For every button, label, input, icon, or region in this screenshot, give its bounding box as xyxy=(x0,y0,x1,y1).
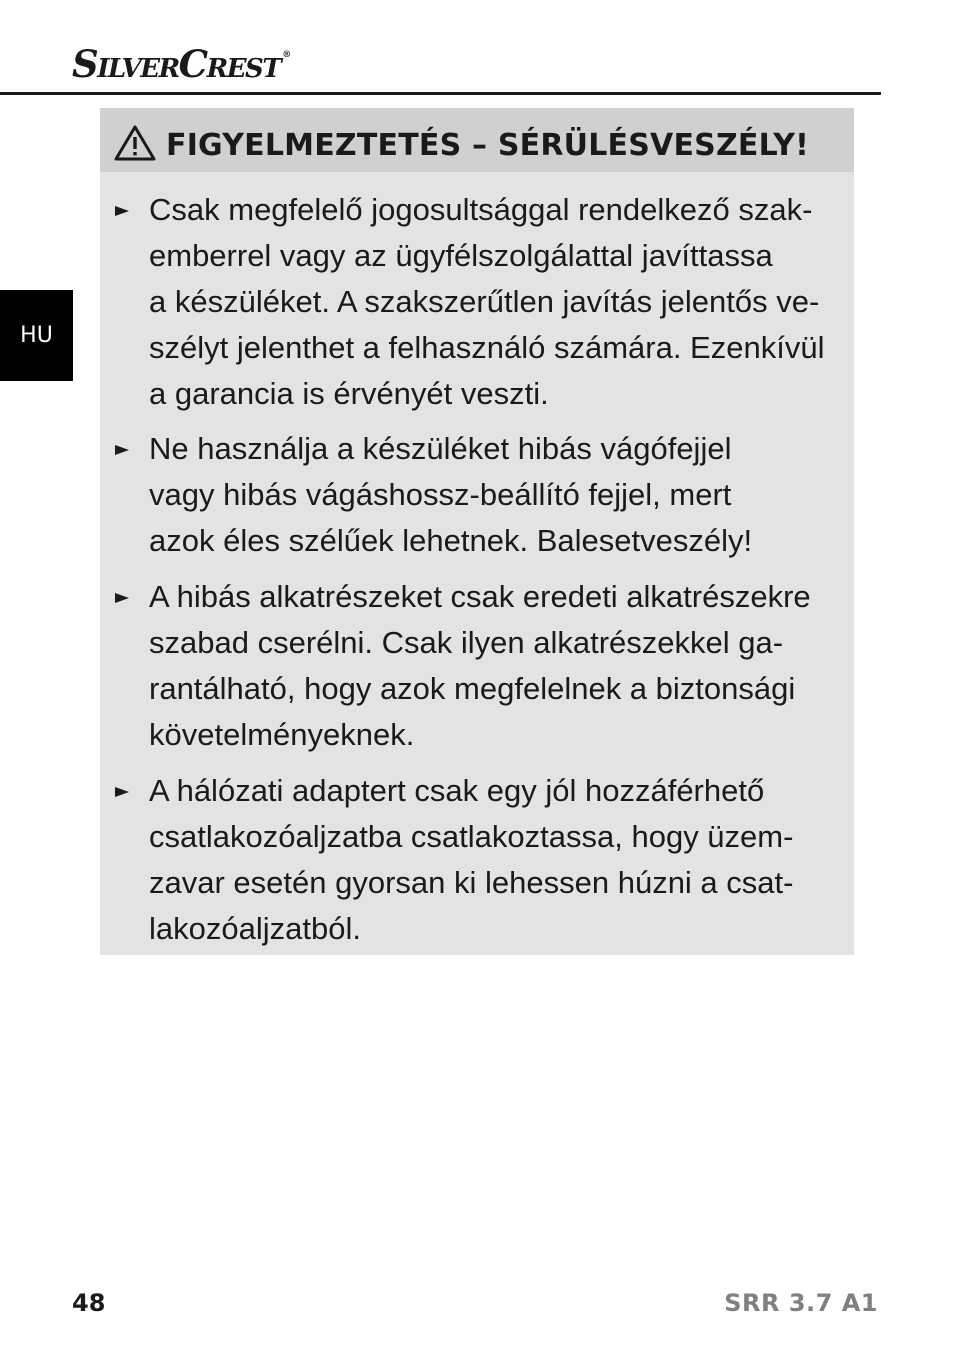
list-item xyxy=(100,768,854,952)
warning-list xyxy=(100,108,854,955)
list-item-line: vagy hibás vágáshossz-beállító fejjel, mert xyxy=(149,477,732,512)
list-item-line: Csak megfelelő jogosultsággal rendelkező szak- xyxy=(149,192,813,227)
warning-title: FIGYELMEZTETÉS – SÉRÜLÉSVESZÉLY! xyxy=(166,128,810,163)
list-item-text xyxy=(149,768,793,952)
list-item-text xyxy=(149,574,811,758)
list-item-line: szabad cserélni. Csak ilyen alkatrészekkel ga- xyxy=(149,625,784,660)
list-item-text xyxy=(149,187,824,417)
bullet-arrow-icon xyxy=(114,785,130,799)
list-item-line: csatlakozóaljzatba csatlakoztassa, hogy üzem- xyxy=(149,819,794,854)
language-tab-label: HU xyxy=(20,323,53,348)
list-item-line: azok éles szélűek lehetnek. Balesetveszély! xyxy=(149,523,753,558)
model-number: SRR 3.7 A1 xyxy=(724,1289,878,1317)
language-tab xyxy=(0,290,73,381)
list-item xyxy=(100,426,854,564)
list-item-line: a garancia is érvényét veszti. xyxy=(149,376,549,411)
list-item-line: követelményeknek. xyxy=(149,717,415,752)
list-item-line: rantálható, hogy azok megfelelnek a biztonsági xyxy=(149,671,796,706)
bullet-arrow-icon xyxy=(114,443,130,457)
list-item xyxy=(100,574,854,758)
registered-mark: ® xyxy=(282,50,292,60)
brand-logo xyxy=(72,40,291,88)
list-item-text xyxy=(149,426,752,564)
list-item-line: emberrel vagy az ügyfélszolgálattal javíttassa xyxy=(149,238,773,273)
list-item-line: lakozóaljzatból. xyxy=(149,911,361,946)
warning-box xyxy=(100,108,854,955)
list-item-line: Ne használja a készüléket hibás vágófejjel xyxy=(149,431,732,466)
brand-name: SilverCrest xyxy=(72,42,281,86)
list-item-line: A hibás alkatrészeket csak eredeti alkatrészekre xyxy=(149,579,811,614)
header-rule xyxy=(0,92,881,95)
list-item-line: A hálózati adaptert csak egy jól hozzáférhető xyxy=(149,773,765,808)
list-item-line: szélyt jelenthet a felhasználó számára. Ezenkívül xyxy=(149,330,825,365)
list-item-line: zavar esetén gyorsan ki lehessen húzni a csat- xyxy=(149,865,794,900)
page-number: 48 xyxy=(72,1289,106,1317)
list-item xyxy=(100,187,854,417)
list-item-line: a készüléket. A szakszerűtlen javítás jelentős ve- xyxy=(149,284,820,319)
bullet-arrow-icon xyxy=(114,591,130,605)
bullet-arrow-icon xyxy=(114,204,130,218)
